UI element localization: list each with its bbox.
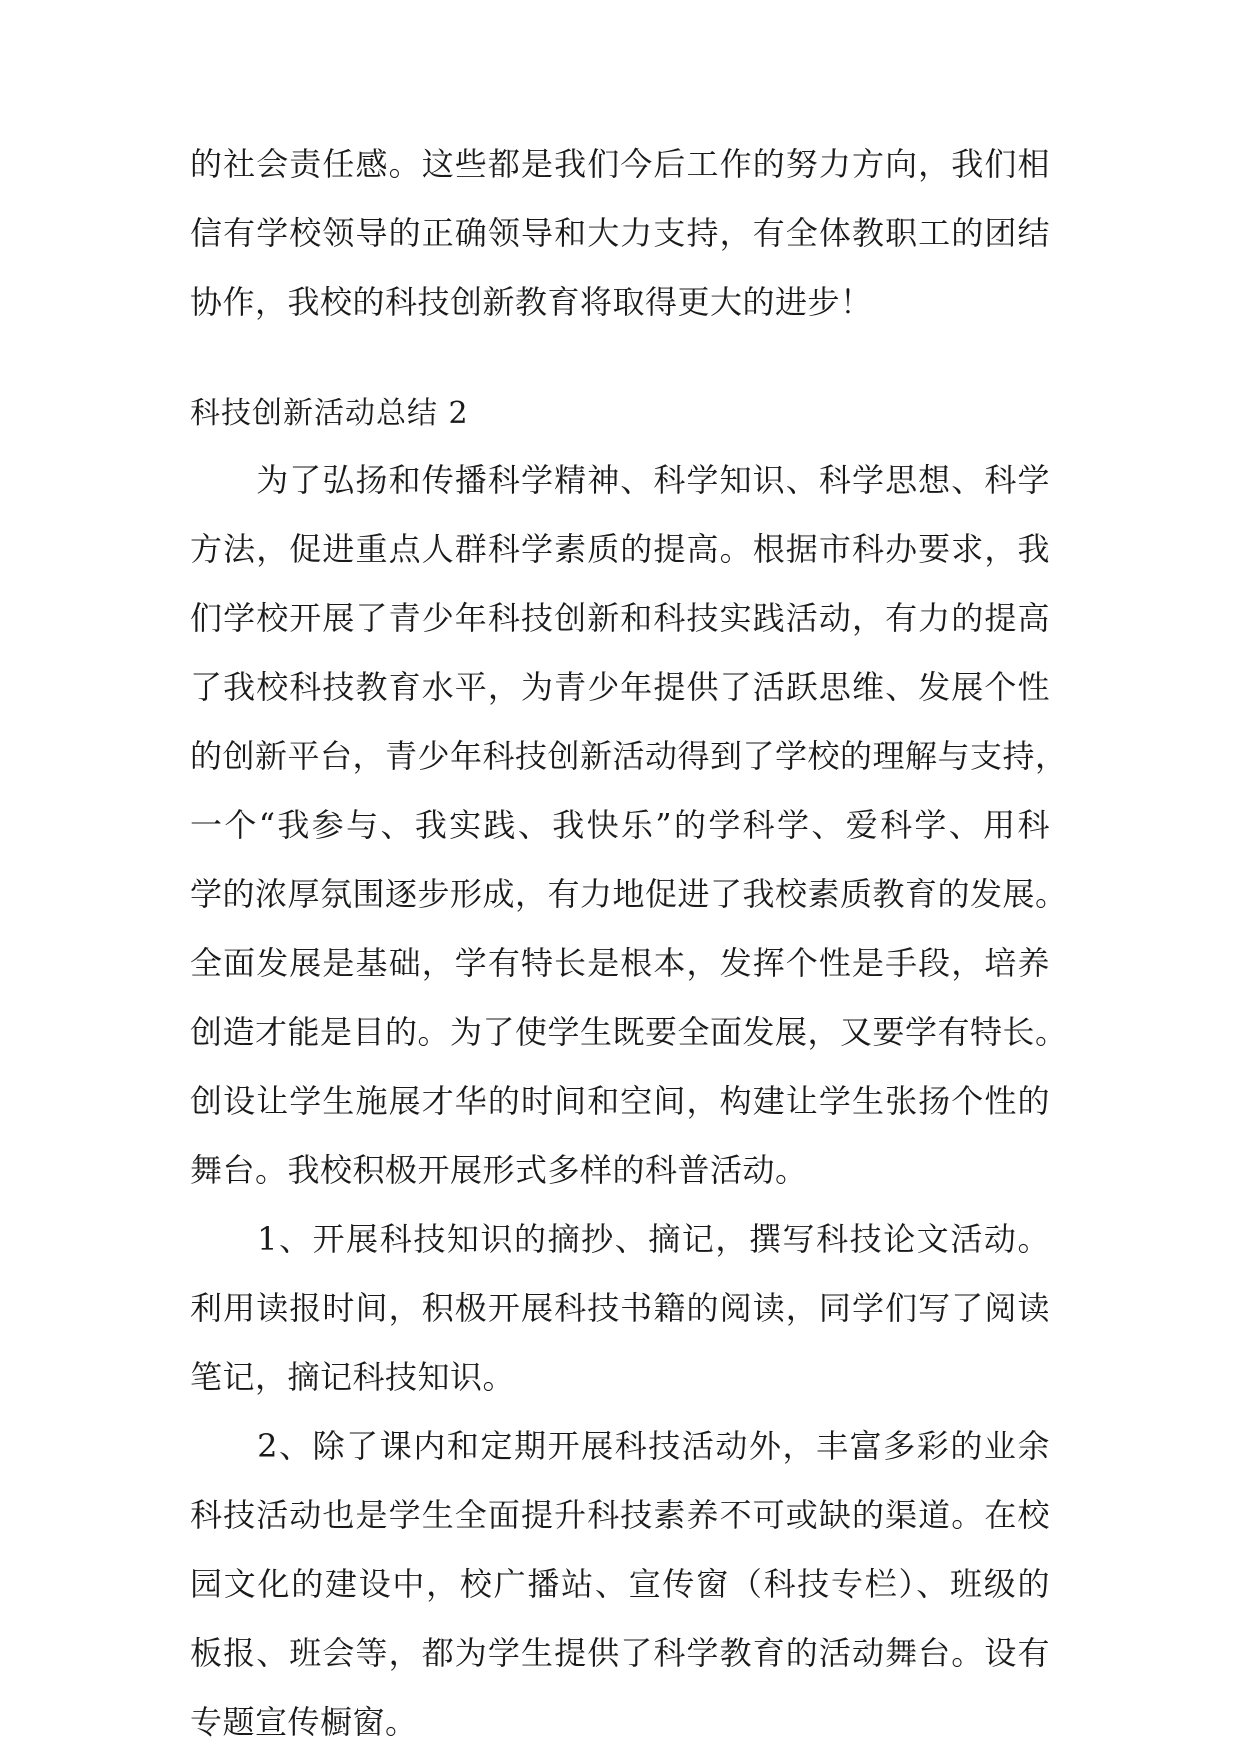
text-line: 舞台。我校积极开展形式多样的科普活动。 [190, 1151, 808, 1189]
continuation-paragraph [190, 130, 1050, 337]
text-line: 板报、班会等，都为学生提供了科学教育的活动舞台。设有 [190, 1634, 1050, 1672]
paragraph-intro [190, 446, 1068, 1205]
text-line: 学的浓厚氛围逐步形成，有力地促进了我校素质教育的发展。 [190, 875, 1068, 913]
text-line: 2、除了课内和定期开展科技活动外，丰富多彩的业余 [190, 1427, 1050, 1465]
text-line: 的创新平台，青少年科技创新活动得到了学校的理解与支持， [190, 737, 1068, 775]
text-line: 的社会责任感。这些都是我们今后工作的努力方向，我们相 [190, 145, 1050, 183]
text-line: 方法，促进重点人群科学素质的提高。根据市科办要求，我 [190, 530, 1050, 568]
text-line: 园文化的建设中，校广播站、宣传窗（科技专栏）、班级的 [190, 1565, 1050, 1603]
text-line: 1、开展科技知识的摘抄、摘记，撰写科技论文活动。 [190, 1220, 1050, 1258]
text-line: 协作，我校的科技创新教育将取得更大的进步！ [190, 283, 873, 321]
text-line: 为了弘扬和传播科学精神、科学知识、科学思想、科学 [190, 461, 1050, 499]
text-line: 科技活动也是学生全面提升科技素养不可或缺的渠道。在校 [190, 1496, 1050, 1534]
paragraph-item-2 [190, 1412, 1050, 1757]
section-title: 科技创新活动总结 2 [190, 396, 469, 431]
text-line: 一个“我参与、我实践、我快乐”的学科学、爱科学、用科 [190, 806, 1050, 844]
text-line: 专题宣传橱窗。 [190, 1703, 418, 1741]
text-line: 全面发展是基础，学有特长是根本，发挥个性是手段，培养 [190, 944, 1050, 982]
text-line: 们学校开展了青少年科技创新和科技实践活动，有力的提高 [190, 599, 1050, 637]
text-line: 创设让学生施展才华的时间和空间，构建让学生张扬个性的 [190, 1082, 1050, 1120]
text-line: 创造才能是目的。为了使学生既要全面发展，又要学有特长。 [190, 1013, 1068, 1051]
text-line: 利用读报时间，积极开展科技书籍的阅读，同学们写了阅读 [190, 1289, 1050, 1327]
text-line: 信有学校领导的正确领导和大力支持，有全体教职工的团结 [190, 214, 1050, 252]
text-line: 笔记，摘记科技知识。 [190, 1358, 516, 1396]
paragraph-item-1 [190, 1205, 1050, 1412]
text-line: 了我校科技教育水平，为青少年提供了活跃思维、发展个性 [190, 668, 1050, 706]
